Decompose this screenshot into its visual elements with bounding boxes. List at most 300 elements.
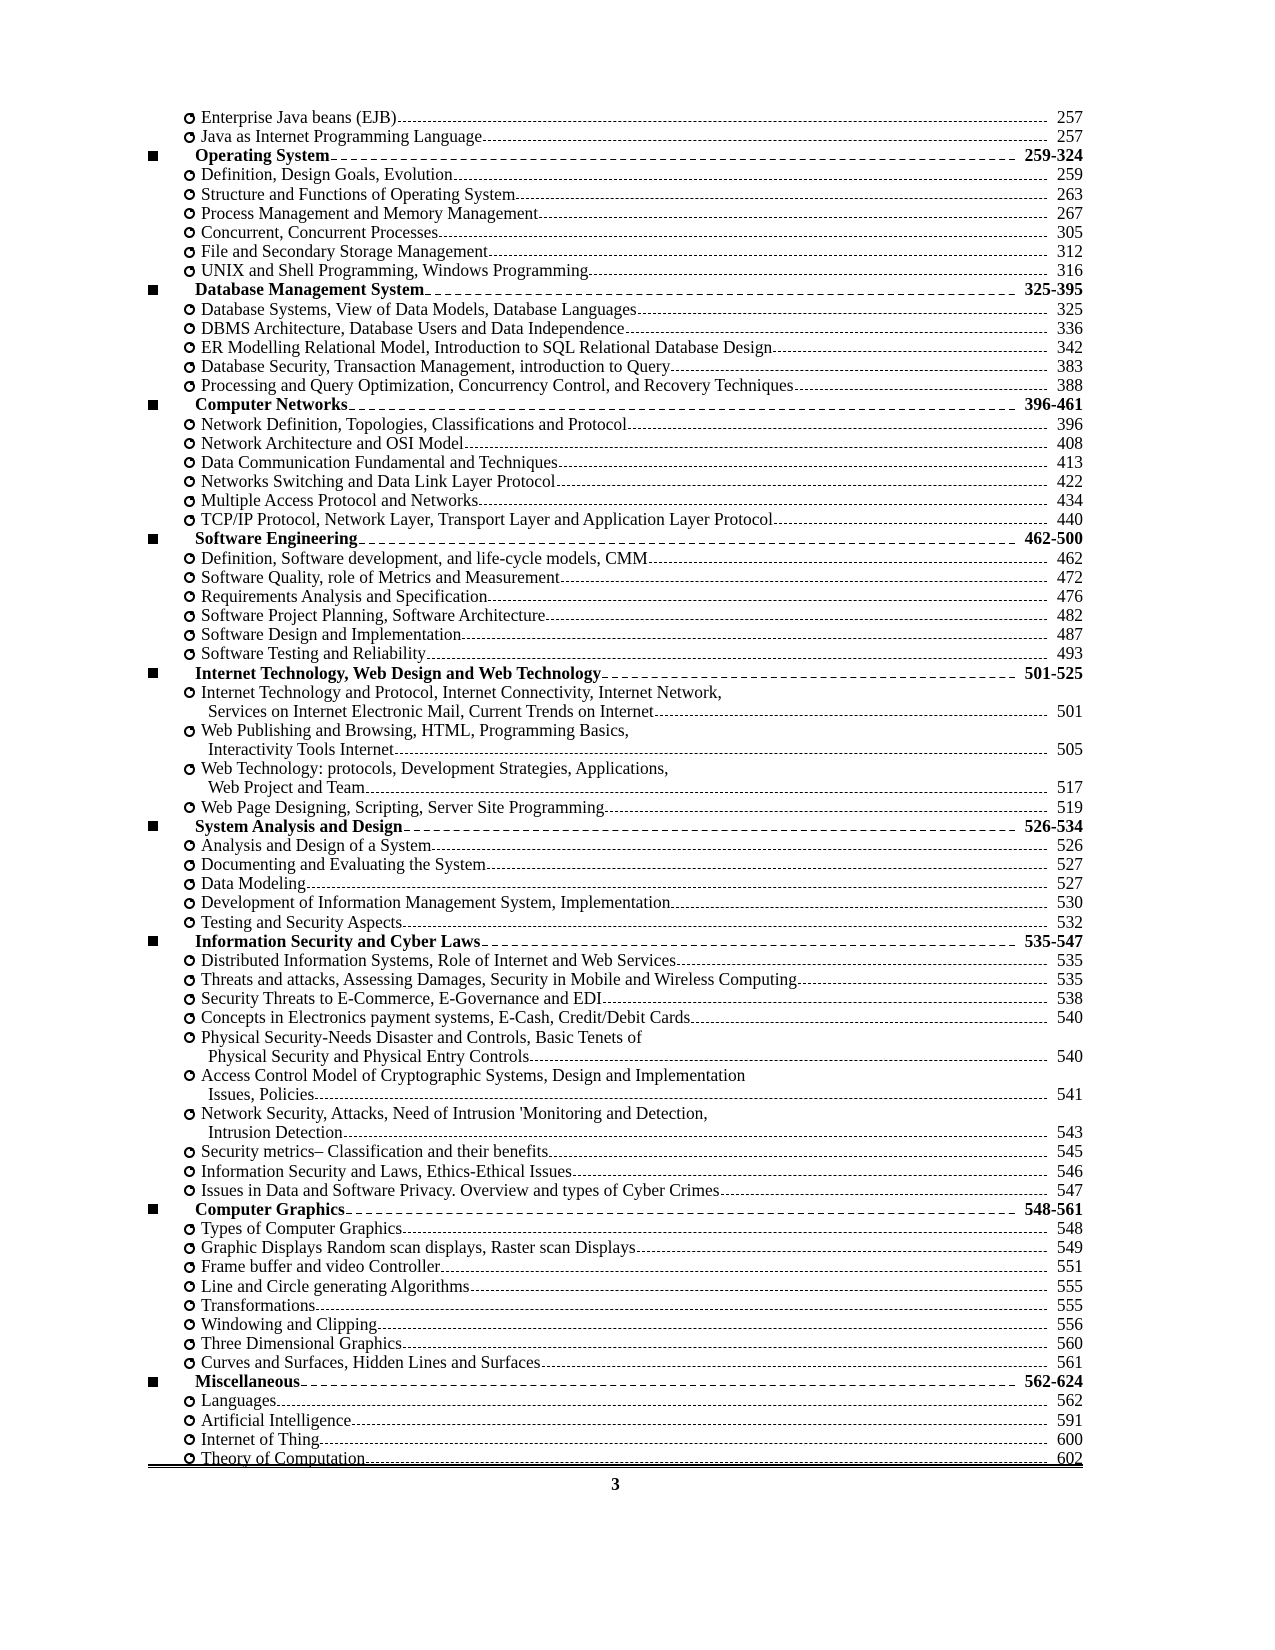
page-number: 259-324 xyxy=(1024,145,1083,166)
dotted-leader xyxy=(559,466,1047,467)
topic-title: File and Secondary Storage Management xyxy=(201,241,488,262)
dotted-leader xyxy=(488,600,1047,601)
chapter-title: Miscellaneous xyxy=(195,1371,300,1392)
toc-topic-entry[interactable] xyxy=(148,1142,1083,1161)
page-number: 535 xyxy=(1056,949,1083,970)
hollow-circle-bullet-icon xyxy=(184,875,201,892)
dotted-leader xyxy=(395,753,1047,754)
hollow-circle-bullet-icon xyxy=(184,837,201,854)
page-number: 408 xyxy=(1056,432,1083,453)
page-number: 562 xyxy=(1056,1390,1083,1411)
hollow-circle-bullet-icon xyxy=(184,492,201,509)
page-number: 517 xyxy=(1056,777,1083,798)
page-number: 482 xyxy=(1056,605,1083,626)
hollow-circle-bullet-icon xyxy=(184,473,201,490)
page-number: 547 xyxy=(1056,1179,1083,1200)
dotted-leader xyxy=(403,926,1047,927)
topic-title: Documenting and Evaluating the System xyxy=(201,854,486,875)
topic-title: DBMS Architecture, Database Users and Data Independence xyxy=(201,317,625,338)
topic-title: Curves and Surfaces, Hidden Lines and Surfaces xyxy=(201,1352,541,1373)
page-number: 540 xyxy=(1056,1007,1083,1028)
dotted-leader xyxy=(637,1251,1047,1252)
hollow-circle-bullet-icon xyxy=(184,205,201,222)
dotted-leader xyxy=(530,1060,1047,1061)
page-number: 548 xyxy=(1056,1218,1083,1239)
dotted-leader xyxy=(671,370,1047,371)
hollow-circle-bullet-icon xyxy=(184,262,201,279)
topic-title: TCP/IP Protocol, Network Layer, Transport Layer and Application Layer Protocol xyxy=(201,509,773,530)
page-number: 602 xyxy=(1056,1447,1083,1468)
page-number: 472 xyxy=(1056,566,1083,587)
dotted-leader xyxy=(573,1175,1047,1176)
dotted-leader xyxy=(378,1328,1047,1329)
toc-chapter-entry[interactable] xyxy=(148,395,1083,414)
topic-title: Testing and Security Aspects xyxy=(201,911,403,932)
dotted-leader xyxy=(398,121,1047,122)
toc-topic-entry[interactable] xyxy=(148,204,1083,223)
dotted-leader xyxy=(316,1309,1047,1310)
dotted-leader xyxy=(774,523,1047,524)
toc-chapter-entry[interactable] xyxy=(148,664,1083,683)
dotted-leader xyxy=(649,562,1047,563)
page-number: 562-624 xyxy=(1024,1371,1083,1392)
dotted-leader xyxy=(549,1156,1047,1157)
toc-topic-entry[interactable] xyxy=(148,1162,1083,1181)
dotted-leader xyxy=(471,1290,1047,1291)
page-number: 487 xyxy=(1056,624,1083,645)
dotted-leader xyxy=(546,619,1047,620)
hollow-circle-bullet-icon xyxy=(184,1412,201,1429)
filled-square-bullet-icon xyxy=(148,530,195,547)
hollow-circle-bullet-icon xyxy=(184,1143,201,1160)
filled-square-bullet-icon xyxy=(148,147,195,164)
page-number: 316 xyxy=(1056,260,1083,281)
toc-topic-entry[interactable] xyxy=(148,606,1083,625)
dotted-leader xyxy=(691,1022,1047,1023)
toc-topic-entry[interactable] xyxy=(148,1277,1083,1296)
page-number: 383 xyxy=(1056,356,1083,377)
hollow-circle-bullet-icon xyxy=(184,990,201,1007)
page-number: 325-395 xyxy=(1024,279,1083,300)
topic-title: Languages xyxy=(201,1390,277,1411)
topic-title: Network Architecture and OSI Model xyxy=(201,432,464,453)
toc-topic-entry[interactable] xyxy=(148,836,1083,855)
page-number: 551 xyxy=(1056,1256,1083,1277)
toc-topic-entry[interactable] xyxy=(148,127,1083,146)
toc-topic-entry[interactable] xyxy=(148,1066,1083,1104)
hollow-circle-bullet-icon xyxy=(184,1105,201,1122)
chapter-title: System Analysis and Design xyxy=(195,815,403,836)
page-number: 259 xyxy=(1056,164,1083,185)
page-number: 257 xyxy=(1056,126,1083,147)
toc-topic-entry[interactable] xyxy=(148,319,1083,338)
page-number: 476 xyxy=(1056,585,1083,606)
hollow-circle-bullet-icon xyxy=(184,243,201,260)
page-number: 545 xyxy=(1056,1141,1083,1162)
page-number: 535-547 xyxy=(1024,930,1083,951)
toc-topic-entry[interactable] xyxy=(148,510,1083,529)
footer-divider-rule xyxy=(148,1464,1083,1468)
toc-topic-entry[interactable] xyxy=(148,376,1083,395)
toc-topic-entry[interactable] xyxy=(148,165,1083,184)
topic-title: Three Dimensional Graphics xyxy=(201,1333,402,1353)
topic-title: Access Control Model of Cryptographic Systems, Design and Implementation xyxy=(201,1064,746,1085)
toc-topic-entry[interactable] xyxy=(148,491,1083,510)
page-number: 541 xyxy=(1056,1083,1083,1104)
toc-chapter-entry[interactable] xyxy=(148,146,1083,165)
toc-topic-entry[interactable] xyxy=(148,223,1083,242)
dotted-leader xyxy=(602,677,1015,678)
topic-title-line2: Issues, Policies xyxy=(208,1083,315,1104)
dotted-leader xyxy=(561,581,1047,582)
topic-title-continuation-line xyxy=(148,740,1083,759)
dotted-leader xyxy=(638,313,1047,314)
hollow-circle-bullet-icon xyxy=(184,454,201,471)
toc-topic-entry[interactable] xyxy=(148,434,1083,453)
dotted-leader xyxy=(344,1136,1047,1137)
toc-chapter-entry[interactable] xyxy=(148,529,1083,548)
page-number: 555 xyxy=(1056,1294,1083,1315)
toc-topic-entry[interactable] xyxy=(148,989,1083,1008)
page-number: 591 xyxy=(1056,1409,1083,1430)
topic-title: Concepts in Electronics payment systems, E-Cash, Credit/Debit Cards xyxy=(201,1007,691,1028)
hollow-circle-bullet-icon xyxy=(184,1258,201,1275)
toc-topic-entry[interactable] xyxy=(148,798,1083,817)
toc-topic-entry[interactable] xyxy=(148,1353,1083,1372)
hollow-circle-bullet-icon xyxy=(184,914,201,931)
topic-title-line2: Web Project and Team xyxy=(208,777,365,798)
dotted-leader xyxy=(465,447,1047,448)
toc-topic-entry[interactable] xyxy=(148,874,1083,893)
dotted-leader xyxy=(346,1213,1015,1214)
page-number: 527 xyxy=(1056,854,1083,875)
dotted-leader xyxy=(441,1271,1047,1272)
page-number: 600 xyxy=(1056,1428,1083,1449)
toc-chapter-entry[interactable] xyxy=(148,932,1083,951)
page-number: 532 xyxy=(1056,911,1083,932)
filled-square-bullet-icon xyxy=(148,933,195,950)
hollow-circle-bullet-icon xyxy=(184,799,201,816)
topic-title: Windowing and Clipping xyxy=(201,1313,378,1334)
toc-topic-entry[interactable] xyxy=(148,721,1083,759)
topic-title-line2: Services on Internet Electronic Mail, Current Trends on Internet xyxy=(208,700,654,721)
topic-title: Web Publishing and Browsing, HTML, Programming Basics, xyxy=(201,720,630,740)
hollow-circle-bullet-icon xyxy=(184,1392,201,1409)
topic-title: UNIX and Shell Programming, Windows Programming xyxy=(201,260,589,281)
dotted-leader xyxy=(489,255,1047,256)
toc-topic-entry[interactable] xyxy=(148,1296,1083,1315)
topic-title: Web Page Designing, Scripting, Server Site Programming xyxy=(201,796,605,817)
dotted-leader xyxy=(516,198,1047,199)
page-number: 440 xyxy=(1056,509,1083,530)
filled-square-bullet-icon xyxy=(148,665,195,682)
page-number: 422 xyxy=(1056,470,1083,491)
dotted-leader xyxy=(425,294,1015,295)
toc-topic-entry[interactable] xyxy=(148,242,1083,261)
table-of-contents-list xyxy=(148,108,1083,1468)
toc-topic-entry[interactable] xyxy=(148,1219,1083,1238)
page-number: 305 xyxy=(1056,221,1083,242)
topic-title: Data Modeling xyxy=(201,873,306,894)
dotted-leader xyxy=(628,428,1047,429)
hollow-circle-bullet-icon xyxy=(184,569,201,586)
toc-topic-entry[interactable] xyxy=(148,1430,1083,1449)
topic-title: Database Security, Transaction Management, introduction to Query xyxy=(201,356,671,377)
toc-topic-entry[interactable] xyxy=(148,683,1083,721)
topic-title: Theory of Computation xyxy=(201,1447,366,1468)
filled-square-bullet-icon xyxy=(148,1373,195,1390)
toc-topic-entry[interactable] xyxy=(148,472,1083,491)
dotted-leader xyxy=(315,1098,1047,1099)
hollow-circle-bullet-icon xyxy=(184,1278,201,1295)
topic-title: Line and Circle generating Algorithms xyxy=(201,1275,470,1296)
toc-topic-entry[interactable] xyxy=(148,108,1083,127)
topic-title: Graphic Displays Random scan displays, Raster scan Displays xyxy=(201,1237,636,1258)
toc-topic-entry[interactable] xyxy=(148,185,1083,204)
page-number: 546 xyxy=(1056,1160,1083,1181)
dotted-leader xyxy=(301,1385,1015,1386)
toc-chapter-entry[interactable] xyxy=(148,1200,1083,1219)
chapter-title: Computer Graphics xyxy=(195,1198,345,1219)
dotted-leader xyxy=(487,868,1047,869)
topic-title: Requirements Analysis and Specification xyxy=(201,585,488,606)
page-number: 396-461 xyxy=(1024,394,1083,415)
filled-square-bullet-icon xyxy=(148,1201,195,1218)
hollow-circle-bullet-icon xyxy=(184,894,201,911)
topic-title: Structure and Functions of Operating System xyxy=(201,183,516,204)
dotted-leader xyxy=(479,504,1047,505)
dotted-leader xyxy=(349,409,1015,410)
hollow-circle-bullet-icon xyxy=(184,856,201,873)
hollow-circle-bullet-icon xyxy=(184,550,201,567)
page-number: 413 xyxy=(1056,451,1083,472)
dotted-leader xyxy=(352,1424,1047,1425)
hollow-circle-bullet-icon xyxy=(184,301,201,318)
topic-title: Information Security and Laws, Ethics-Ethical Issues xyxy=(201,1160,572,1181)
topic-title: Development of Information Management System, Implementation xyxy=(201,892,671,913)
page-number: 336 xyxy=(1056,317,1083,338)
topic-title: Software Project Planning, Software Architecture xyxy=(201,605,546,626)
topic-title-line2: Interactivity Tools Internet xyxy=(208,739,394,760)
topic-title: Internet of Thing xyxy=(201,1428,320,1449)
hollow-circle-bullet-icon xyxy=(184,224,201,241)
page-number: 543 xyxy=(1056,1122,1083,1143)
dotted-leader xyxy=(331,159,1015,160)
hollow-circle-bullet-icon xyxy=(184,588,201,605)
toc-topic-entry[interactable] xyxy=(148,1315,1083,1334)
toc-topic-entry[interactable] xyxy=(148,644,1083,663)
page-number: 556 xyxy=(1056,1313,1083,1334)
page-number: 555 xyxy=(1056,1275,1083,1296)
toc-topic-entry[interactable] xyxy=(148,587,1083,606)
topic-title: Artificial Intelligence xyxy=(201,1409,352,1430)
topic-title: Process Management and Memory Management xyxy=(201,202,539,223)
toc-topic-entry[interactable] xyxy=(148,453,1083,472)
dotted-leader xyxy=(482,945,1016,946)
topic-title: Transformations xyxy=(201,1294,316,1315)
page-number: 462 xyxy=(1056,547,1083,568)
hollow-circle-bullet-icon xyxy=(184,416,201,433)
topic-title-continuation-line xyxy=(148,1123,1083,1142)
dotted-leader xyxy=(427,658,1047,659)
toc-chapter-entry[interactable] xyxy=(148,817,1083,836)
page-number: 560 xyxy=(1056,1333,1083,1353)
dotted-leader xyxy=(432,849,1047,850)
toc-topic-entry[interactable] xyxy=(148,625,1083,644)
toc-topic-entry[interactable] xyxy=(148,893,1083,912)
topic-title: Web Technology: protocols, Development Strategies, Applications, xyxy=(201,758,669,779)
page-number: 312 xyxy=(1056,241,1083,262)
toc-topic-entry[interactable] xyxy=(148,1411,1083,1430)
page-number: 501 xyxy=(1056,700,1083,721)
toc-topic-entry[interactable] xyxy=(148,855,1083,874)
toc-topic-entry[interactable] xyxy=(148,913,1083,932)
dotted-leader xyxy=(626,332,1048,333)
topic-title: ER Modelling Relational Model, Introduction to SQL Relational Database Design xyxy=(201,336,773,357)
dotted-leader xyxy=(403,1347,1047,1348)
dotted-leader xyxy=(404,830,1015,831)
hollow-circle-bullet-icon xyxy=(184,1163,201,1180)
toc-topic-entry[interactable] xyxy=(148,568,1083,587)
hollow-circle-bullet-icon xyxy=(184,1316,201,1333)
page-number: 526-534 xyxy=(1024,815,1083,836)
hollow-circle-bullet-icon xyxy=(184,952,201,969)
hollow-circle-bullet-icon xyxy=(184,1297,201,1314)
chapter-title: Software Engineering xyxy=(195,528,358,549)
toc-topic-entry[interactable] xyxy=(148,951,1083,970)
toc-topic-entry[interactable] xyxy=(148,300,1083,319)
toc-topic-entry[interactable] xyxy=(148,1008,1083,1027)
topic-title: Concurrent, Concurrent Processes xyxy=(201,221,439,242)
topic-title: Security metrics– Classification and their benefits xyxy=(201,1141,549,1162)
topic-title: Security Threats to E-Commerce, E-Governance and EDI xyxy=(201,988,602,1009)
topic-title: Java as Internet Programming Language xyxy=(201,126,483,147)
page-number: 535 xyxy=(1056,969,1083,990)
hollow-circle-bullet-icon xyxy=(184,511,201,528)
hollow-circle-bullet-icon xyxy=(184,320,201,337)
page-number: 519 xyxy=(1056,796,1083,817)
page-number: 493 xyxy=(1056,643,1083,664)
hollow-circle-bullet-icon xyxy=(184,607,201,624)
dotted-leader xyxy=(557,485,1048,486)
hollow-circle-bullet-icon xyxy=(184,109,201,126)
hollow-circle-bullet-icon xyxy=(184,1220,201,1237)
chapter-title: Computer Networks xyxy=(195,394,348,415)
topic-title-line2: Intrusion Detection xyxy=(208,1122,343,1143)
dotted-leader xyxy=(403,1232,1047,1233)
page-number: 388 xyxy=(1056,375,1083,396)
hollow-circle-bullet-icon xyxy=(184,435,201,452)
toc-topic-entry[interactable] xyxy=(148,1028,1083,1066)
dotted-leader xyxy=(483,140,1047,141)
toc-topic-entry[interactable] xyxy=(148,1391,1083,1410)
dotted-leader xyxy=(773,351,1047,352)
topic-title: Data Communication Fundamental and Techniques xyxy=(201,451,558,472)
dotted-leader xyxy=(359,543,1016,544)
topic-title: Distributed Information Systems, Role of Internet and Web Services xyxy=(201,949,676,970)
page-number: 267 xyxy=(1056,202,1083,223)
toc-topic-entry[interactable] xyxy=(148,338,1083,357)
topic-title: Network Definition, Topologies, Classifications and Protocol xyxy=(201,413,627,434)
topic-title: Types of Computer Graphics xyxy=(201,1218,403,1239)
dotted-leader xyxy=(671,907,1047,908)
dotted-leader xyxy=(366,792,1047,793)
dotted-leader xyxy=(307,887,1047,888)
page-number: 538 xyxy=(1056,988,1083,1009)
dotted-leader xyxy=(366,1462,1047,1463)
hollow-circle-bullet-icon xyxy=(184,1335,201,1352)
toc-topic-entry[interactable] xyxy=(148,759,1083,797)
dotted-leader xyxy=(795,389,1048,390)
hollow-circle-bullet-icon xyxy=(184,971,201,988)
toc-topic-entry[interactable] xyxy=(148,1257,1083,1276)
hollow-circle-bullet-icon xyxy=(184,358,201,375)
hollow-circle-bullet-icon xyxy=(184,1009,201,1026)
hollow-circle-bullet-icon xyxy=(184,1431,201,1448)
toc-chapter-entry[interactable] xyxy=(148,280,1083,299)
dotted-leader xyxy=(589,274,1047,275)
topic-title: Internet Technology and Protocol, Internet Connectivity, Internet Network, xyxy=(201,681,722,702)
toc-chapter-entry[interactable] xyxy=(148,1372,1083,1391)
hollow-circle-bullet-icon xyxy=(184,1354,201,1371)
hollow-circle-bullet-icon xyxy=(184,186,201,203)
filled-square-bullet-icon xyxy=(148,281,195,298)
toc-topic-entry[interactable] xyxy=(148,1334,1083,1353)
page-number: 342 xyxy=(1056,336,1083,357)
chapter-title: Database Management System xyxy=(195,279,425,300)
dotted-leader xyxy=(603,1002,1047,1003)
dotted-leader xyxy=(605,811,1047,812)
hollow-circle-bullet-icon xyxy=(184,166,201,183)
dotted-leader xyxy=(798,983,1047,984)
toc-topic-entry[interactable] xyxy=(148,1104,1083,1142)
topic-title: Definition, Software development, and life-cycle models, CMM xyxy=(201,547,648,568)
hollow-circle-bullet-icon xyxy=(184,1067,201,1084)
dotted-leader xyxy=(539,217,1047,218)
filled-square-bullet-icon xyxy=(148,396,195,413)
topic-title-line2: Physical Security and Physical Entry Controls xyxy=(208,1045,530,1066)
filled-square-bullet-icon xyxy=(148,818,195,835)
topic-title: Threats and attacks, Assessing Damages, Security in Mobile and Wireless Computing xyxy=(201,969,797,990)
toc-topic-entry[interactable] xyxy=(148,1238,1083,1257)
toc-topic-entry[interactable] xyxy=(148,415,1083,434)
hollow-circle-bullet-icon xyxy=(184,626,201,643)
page-number: 540 xyxy=(1056,1045,1083,1066)
dotted-leader xyxy=(439,236,1047,237)
topic-title-continuation-line xyxy=(148,1085,1083,1104)
chapter-title: Operating System xyxy=(195,145,330,166)
hollow-circle-bullet-icon xyxy=(184,760,201,777)
topic-title: Software Quality, role of Metrics and Measurement xyxy=(201,566,560,587)
toc-topic-entry[interactable] xyxy=(148,1181,1083,1200)
topic-title-continuation-line xyxy=(148,778,1083,797)
dotted-leader xyxy=(721,1194,1047,1195)
toc-topic-entry[interactable] xyxy=(148,261,1083,280)
hollow-circle-bullet-icon xyxy=(184,377,201,394)
toc-topic-entry[interactable] xyxy=(148,970,1083,989)
hollow-circle-bullet-icon xyxy=(184,1029,201,1046)
toc-topic-entry[interactable] xyxy=(148,357,1083,376)
page-number: 396 xyxy=(1056,413,1083,434)
page-number: 257 xyxy=(1056,107,1083,127)
topic-title: Network Security, Attacks, Need of Intrusion 'Monitoring and Detection, xyxy=(201,1103,708,1124)
dotted-leader xyxy=(655,715,1047,716)
hollow-circle-bullet-icon xyxy=(184,128,201,145)
topic-title: Software Testing and Reliability xyxy=(201,643,426,664)
topic-title-continuation-line xyxy=(148,1047,1083,1066)
toc-topic-entry[interactable] xyxy=(148,549,1083,568)
topic-title: Enterprise Java beans (EJB) xyxy=(201,107,397,127)
